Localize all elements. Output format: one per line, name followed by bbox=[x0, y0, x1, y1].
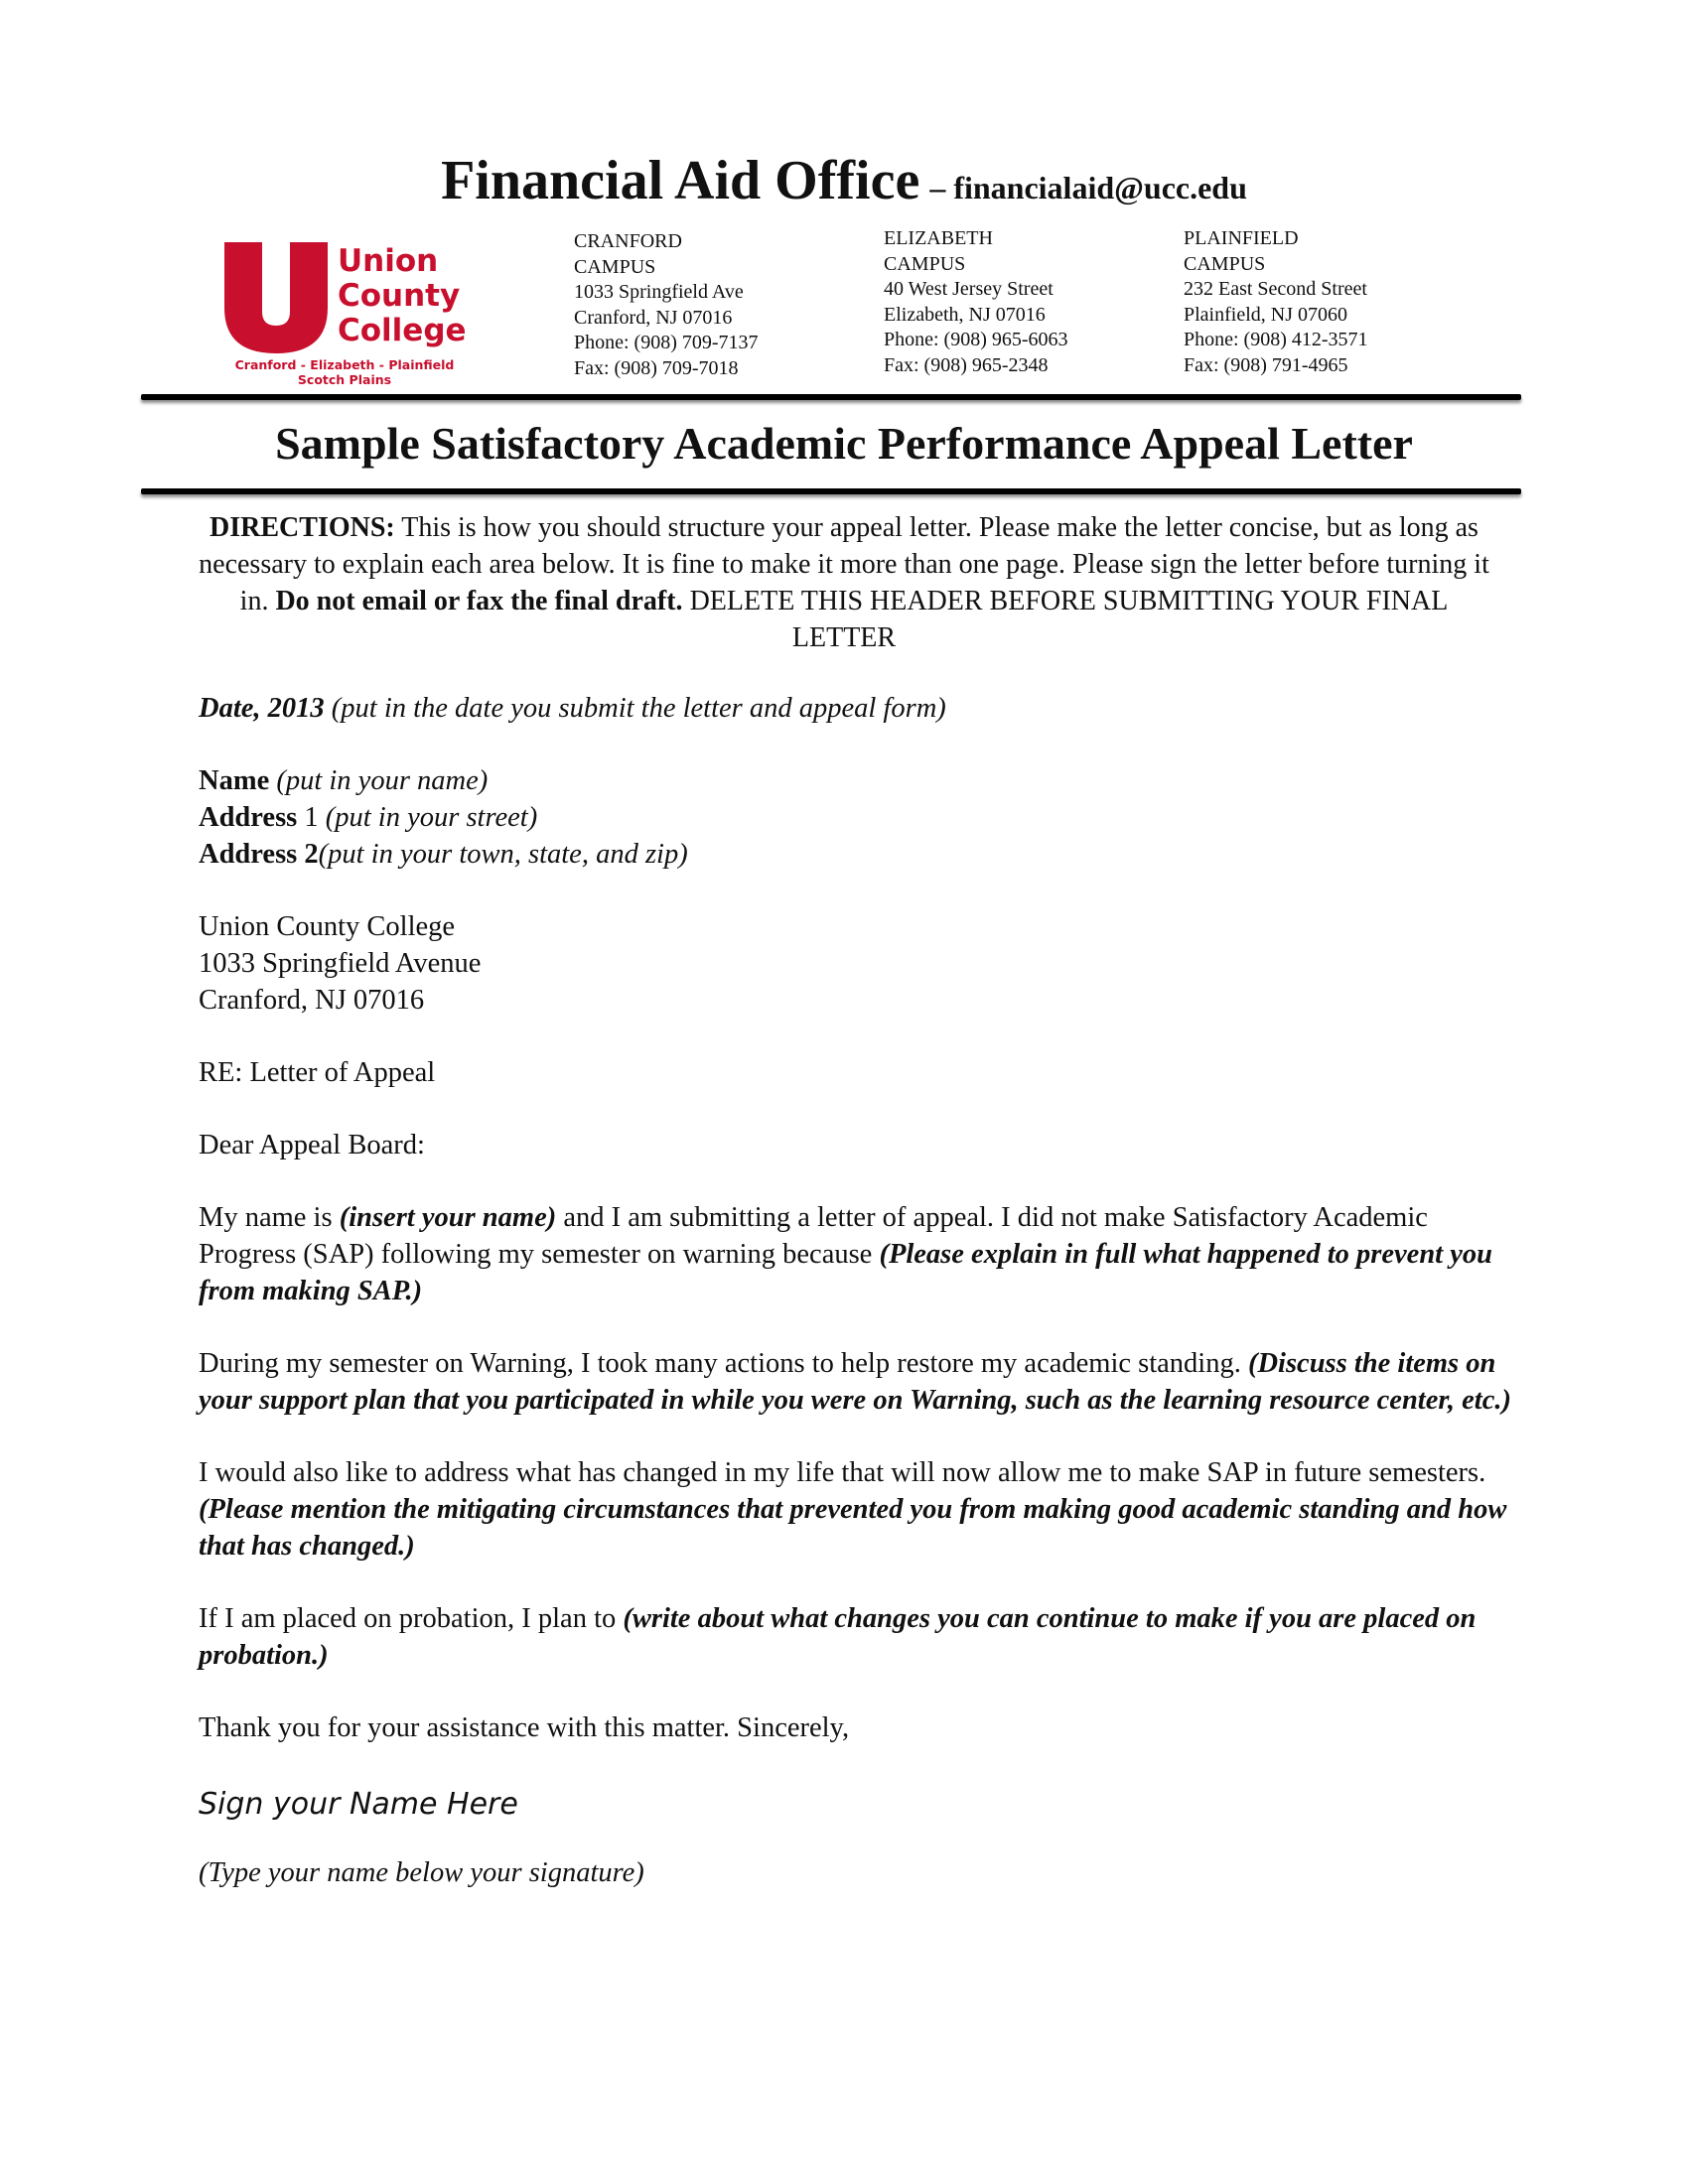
campus-cranford bbox=[574, 229, 759, 381]
directions bbox=[199, 509, 1489, 656]
campus-fax: Fax: (908) 709-7018 bbox=[574, 356, 739, 379]
office-email: – financialaid@ucc.edu bbox=[929, 170, 1247, 205]
address1-note: (put in your street) bbox=[325, 802, 538, 833]
directions-text: This is how you should structure your appeal letter. Please make the letter concise, but as long as necessary to explain each area below. It is fine to make it more than one page. Please sign the letter before turning it in. bbox=[199, 512, 1489, 616]
campus-name: PLAINFIELD bbox=[1184, 227, 1299, 249]
closing: Thank you for your assistance with this matter. Sincerely, bbox=[199, 1712, 850, 1743]
address2-label: Address 2 bbox=[199, 839, 319, 870]
logo-name-line1: Union bbox=[338, 243, 439, 279]
campus-city: Elizabeth, NJ 07016 bbox=[884, 303, 1046, 326]
p4-text: If I am placed on probation, I plan to bbox=[199, 1603, 624, 1634]
name-label: Name bbox=[199, 765, 270, 796]
p3-placeholder: (Please mention the mitigating circumstances that prevented you from making good academic standing and how that has changed.) bbox=[199, 1494, 1507, 1562]
campus-plainfield bbox=[1184, 226, 1368, 378]
u-logo-icon bbox=[220, 242, 332, 353]
address1-line bbox=[199, 799, 1519, 836]
p2-placeholder: (Discuss the items on your support plan that you participated in while you were on Warning, such as the learning resource center, etc.) bbox=[199, 1348, 1511, 1416]
address1-label: Address bbox=[199, 802, 298, 833]
paragraph-2 bbox=[199, 1345, 1519, 1419]
campus-label: CAMPUS bbox=[1184, 252, 1266, 275]
address2-line bbox=[199, 836, 1519, 873]
logo-name bbox=[338, 244, 467, 348]
p1-placeholder-2: (Please explain in full what happened to prevent you from making SAP.) bbox=[199, 1239, 1492, 1306]
campus-phone: Phone: (908) 965-6063 bbox=[884, 329, 1068, 350]
paragraph-3 bbox=[199, 1454, 1519, 1565]
recipient-line1: Union County College bbox=[199, 911, 456, 942]
typed-name-note: (Type your name below your signature) bbox=[199, 1857, 644, 1888]
campus-street: 40 West Jersey Street bbox=[884, 278, 1054, 300]
paragraph-4 bbox=[199, 1600, 1519, 1674]
logo-campuses bbox=[220, 357, 469, 387]
logo-name-line3: College bbox=[338, 313, 467, 348]
logo-campuses-line1: Cranford - Elizabeth - Plainfield bbox=[234, 357, 455, 372]
signature-placeholder: Sign your Name Here bbox=[199, 1787, 518, 1822]
date-placeholder: Date, 2013 bbox=[199, 693, 325, 724]
logo-name-line2: County bbox=[338, 278, 461, 314]
campus-street: 1033 Springfield Ave bbox=[574, 281, 744, 303]
document-title: Sample Satisfactory Academic Performance Appeal Letter bbox=[275, 418, 1413, 469]
campus-elizabeth bbox=[884, 226, 1068, 378]
p4-placeholder: (write about what changes you can continue to make if you are placed on probation.) bbox=[199, 1603, 1477, 1671]
directions-warning: Do not email or fax the final draft. bbox=[275, 586, 683, 616]
p2-text: During my semester on Warning, I took many actions to help restore my academic standing. bbox=[199, 1348, 1248, 1379]
campus-label: CAMPUS bbox=[574, 255, 656, 278]
date-line bbox=[199, 690, 1519, 727]
p1-placeholder: (insert your name) bbox=[339, 1202, 557, 1233]
directions-text-end: DELETE THIS HEADER BEFORE SUBMITTING YOUR FINAL LETTER bbox=[682, 586, 1449, 653]
header-title bbox=[0, 149, 1688, 212]
campus-phone: Phone: (908) 709-7137 bbox=[574, 332, 759, 353]
name-line bbox=[199, 762, 1519, 799]
re-line: RE: Letter of Appeal bbox=[199, 1057, 436, 1088]
campus-city: Plainfield, NJ 07060 bbox=[1184, 303, 1347, 326]
letter-body bbox=[199, 690, 1519, 1891]
address2-note: (put in your town, state, and zip) bbox=[318, 839, 688, 870]
office-title: Financial Aid Office bbox=[441, 150, 920, 211]
campus-phone: Phone: (908) 412-3571 bbox=[1184, 329, 1368, 350]
directions-label: DIRECTIONS: bbox=[210, 512, 395, 543]
p1-text: My name is bbox=[199, 1202, 340, 1233]
p1-text-2: and I am submitting a letter of appeal. I did not make Satisfactory Academic Progress (SAP) following my semester on warning because bbox=[199, 1202, 1428, 1270]
campus-name: CRANFORD bbox=[574, 230, 682, 252]
header-divider-top bbox=[141, 394, 1521, 400]
paragraph-1 bbox=[199, 1199, 1519, 1309]
address1-number: 1 bbox=[297, 802, 326, 833]
date-note: (put in the date you submit the letter and appeal form) bbox=[324, 693, 946, 724]
name-note: (put in your name) bbox=[269, 765, 489, 796]
campus-label: CAMPUS bbox=[884, 252, 966, 275]
p3-text: I would also like to address what has changed in my life that will now allow me to make SAP in future semesters. bbox=[199, 1457, 1486, 1488]
salutation: Dear Appeal Board: bbox=[199, 1130, 425, 1160]
recipient-line3: Cranford, NJ 07016 bbox=[199, 985, 425, 1016]
campus-name: ELIZABETH bbox=[884, 227, 993, 249]
college-logo bbox=[220, 242, 469, 391]
campus-city: Cranford, NJ 07016 bbox=[574, 306, 733, 329]
campus-street: 232 East Second Street bbox=[1184, 278, 1367, 300]
campus-fax: Fax: (908) 791-4965 bbox=[1184, 353, 1348, 376]
campus-fax: Fax: (908) 965-2348 bbox=[884, 353, 1049, 376]
header-divider-bottom bbox=[141, 488, 1521, 494]
recipient-line2: 1033 Springfield Avenue bbox=[199, 948, 482, 979]
logo-campuses-line2: Scotch Plains bbox=[297, 372, 392, 387]
